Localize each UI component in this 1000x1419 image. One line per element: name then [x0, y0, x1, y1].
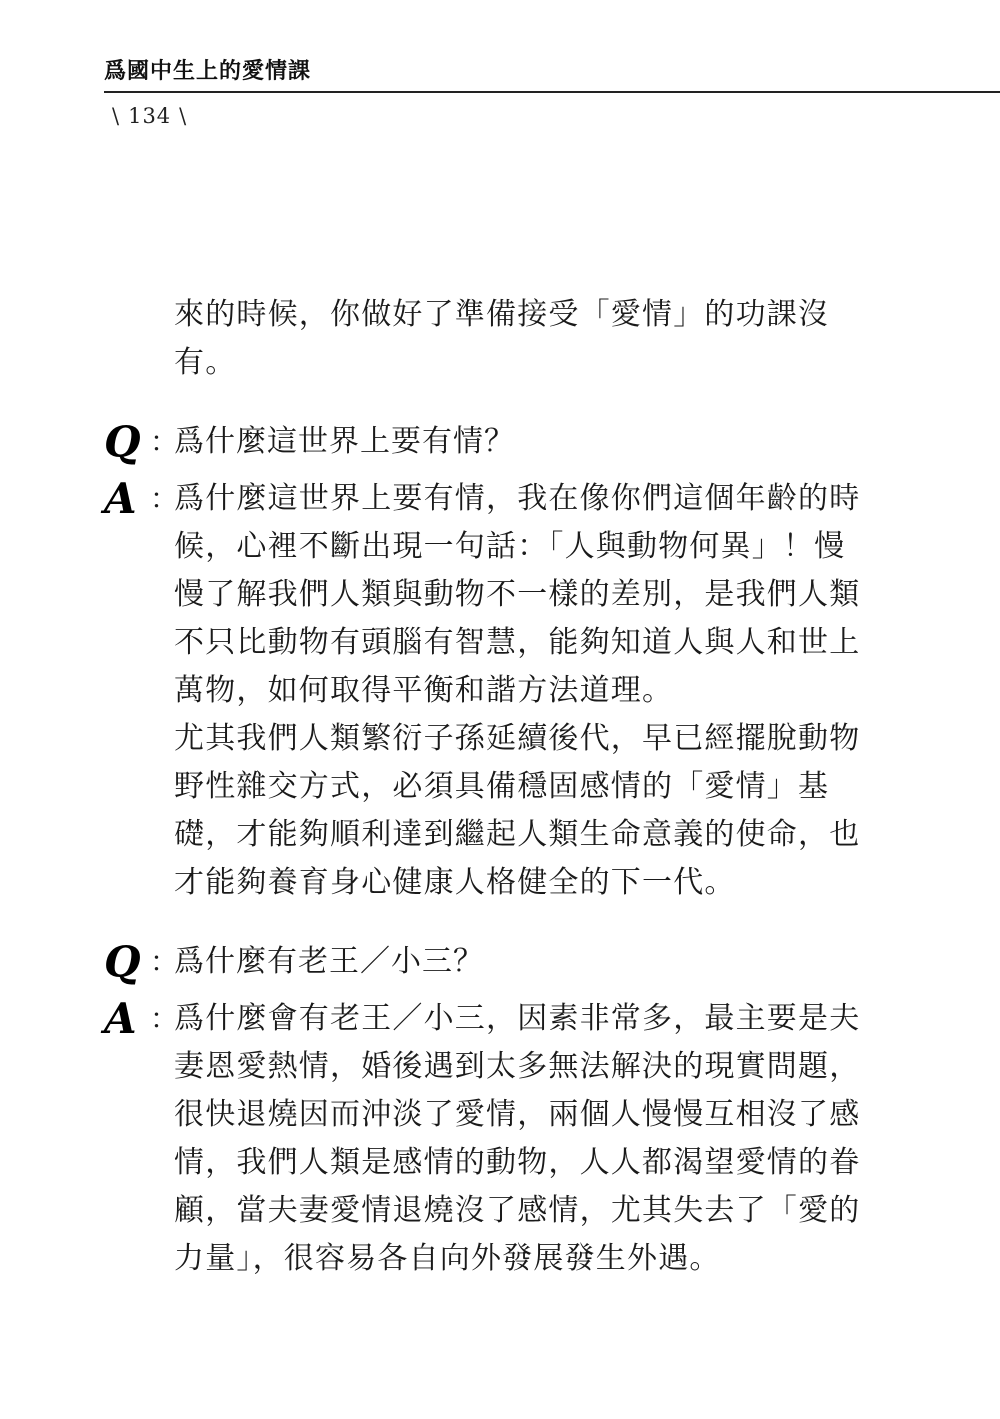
text-line: 很快退燒因而沖淡了愛情，兩個人慢慢互相沒了感	[174, 1097, 861, 1132]
text-line: 萬物，如何取得平衡和諧方法道理。	[174, 673, 674, 708]
text-line: 不只比動物有頭腦有智慧，能夠知道人與人和世上	[174, 625, 861, 660]
folio-slash-left: \	[112, 104, 121, 128]
text-line: 候，心裡不斷出現一句話：「人與動物何異」！慢	[174, 529, 846, 564]
text-line: 慢了解我們人類與動物不一樣的差別，是我們人類	[174, 577, 861, 612]
question-2	[104, 938, 830, 986]
text-line: 妻恩愛熱情，婚後遇到太多無法解決的現實問題，	[174, 1049, 861, 1084]
text-line: 才能夠養育身心健康人格健全的下一代。	[174, 865, 736, 900]
q-marker: Q	[104, 417, 141, 466]
text-line: 來的時候，你做好了準備接受「愛情」的功課沒	[174, 297, 830, 332]
a-colon: ：	[150, 1002, 179, 1035]
q-colon: ：	[150, 945, 179, 978]
q-marker: Q	[104, 937, 141, 986]
a-marker: A	[104, 994, 137, 1043]
page-number	[104, 104, 195, 128]
answer-paragraph	[174, 995, 861, 1283]
a-colon: ：	[150, 482, 179, 515]
question-text: 爲什麼有老王／小三？	[174, 944, 484, 979]
text-line: 情，我們人類是感情的動物，人人都渴望愛情的眷	[174, 1145, 861, 1180]
answer-paragraph	[174, 475, 861, 715]
text-line: 有。	[174, 345, 237, 380]
intro-paragraph	[174, 291, 830, 387]
text-line: 力量」，很容易各自向外發展發生外遇。	[174, 1241, 721, 1276]
text-line: 顧，當夫妻愛情退燒沒了感情，尤其失去了「愛的	[174, 1193, 861, 1228]
text-line: 尤其我們人類繁衍子孫延續後代，早已經擺脫動物	[174, 721, 861, 756]
answer-paragraph	[174, 715, 861, 907]
folio-slash-right: \	[179, 104, 188, 128]
running-title: 爲國中生上的愛情課	[104, 59, 312, 84]
header-rule	[104, 91, 1000, 93]
text-line: 爲什麼會有老王／小三，因素非常多，最主要是夫	[174, 1001, 861, 1036]
page-number-value: 134	[128, 104, 172, 128]
question-1	[104, 418, 830, 466]
q-colon: ：	[150, 425, 179, 458]
answer-2	[104, 994, 861, 1283]
text-line: 野性雜交方式，必須具備穩固感情的「愛情」基	[174, 769, 830, 804]
answer-1	[104, 474, 861, 907]
question-text: 爲什麼這世界上要有情？	[174, 424, 515, 459]
text-line: 爲什麼這世界上要有情，我在像你們這個年齡的時	[174, 481, 861, 516]
text-line: 礎，才能夠順利達到繼起人類生命意義的使命，也	[174, 817, 861, 852]
a-marker: A	[104, 474, 137, 523]
